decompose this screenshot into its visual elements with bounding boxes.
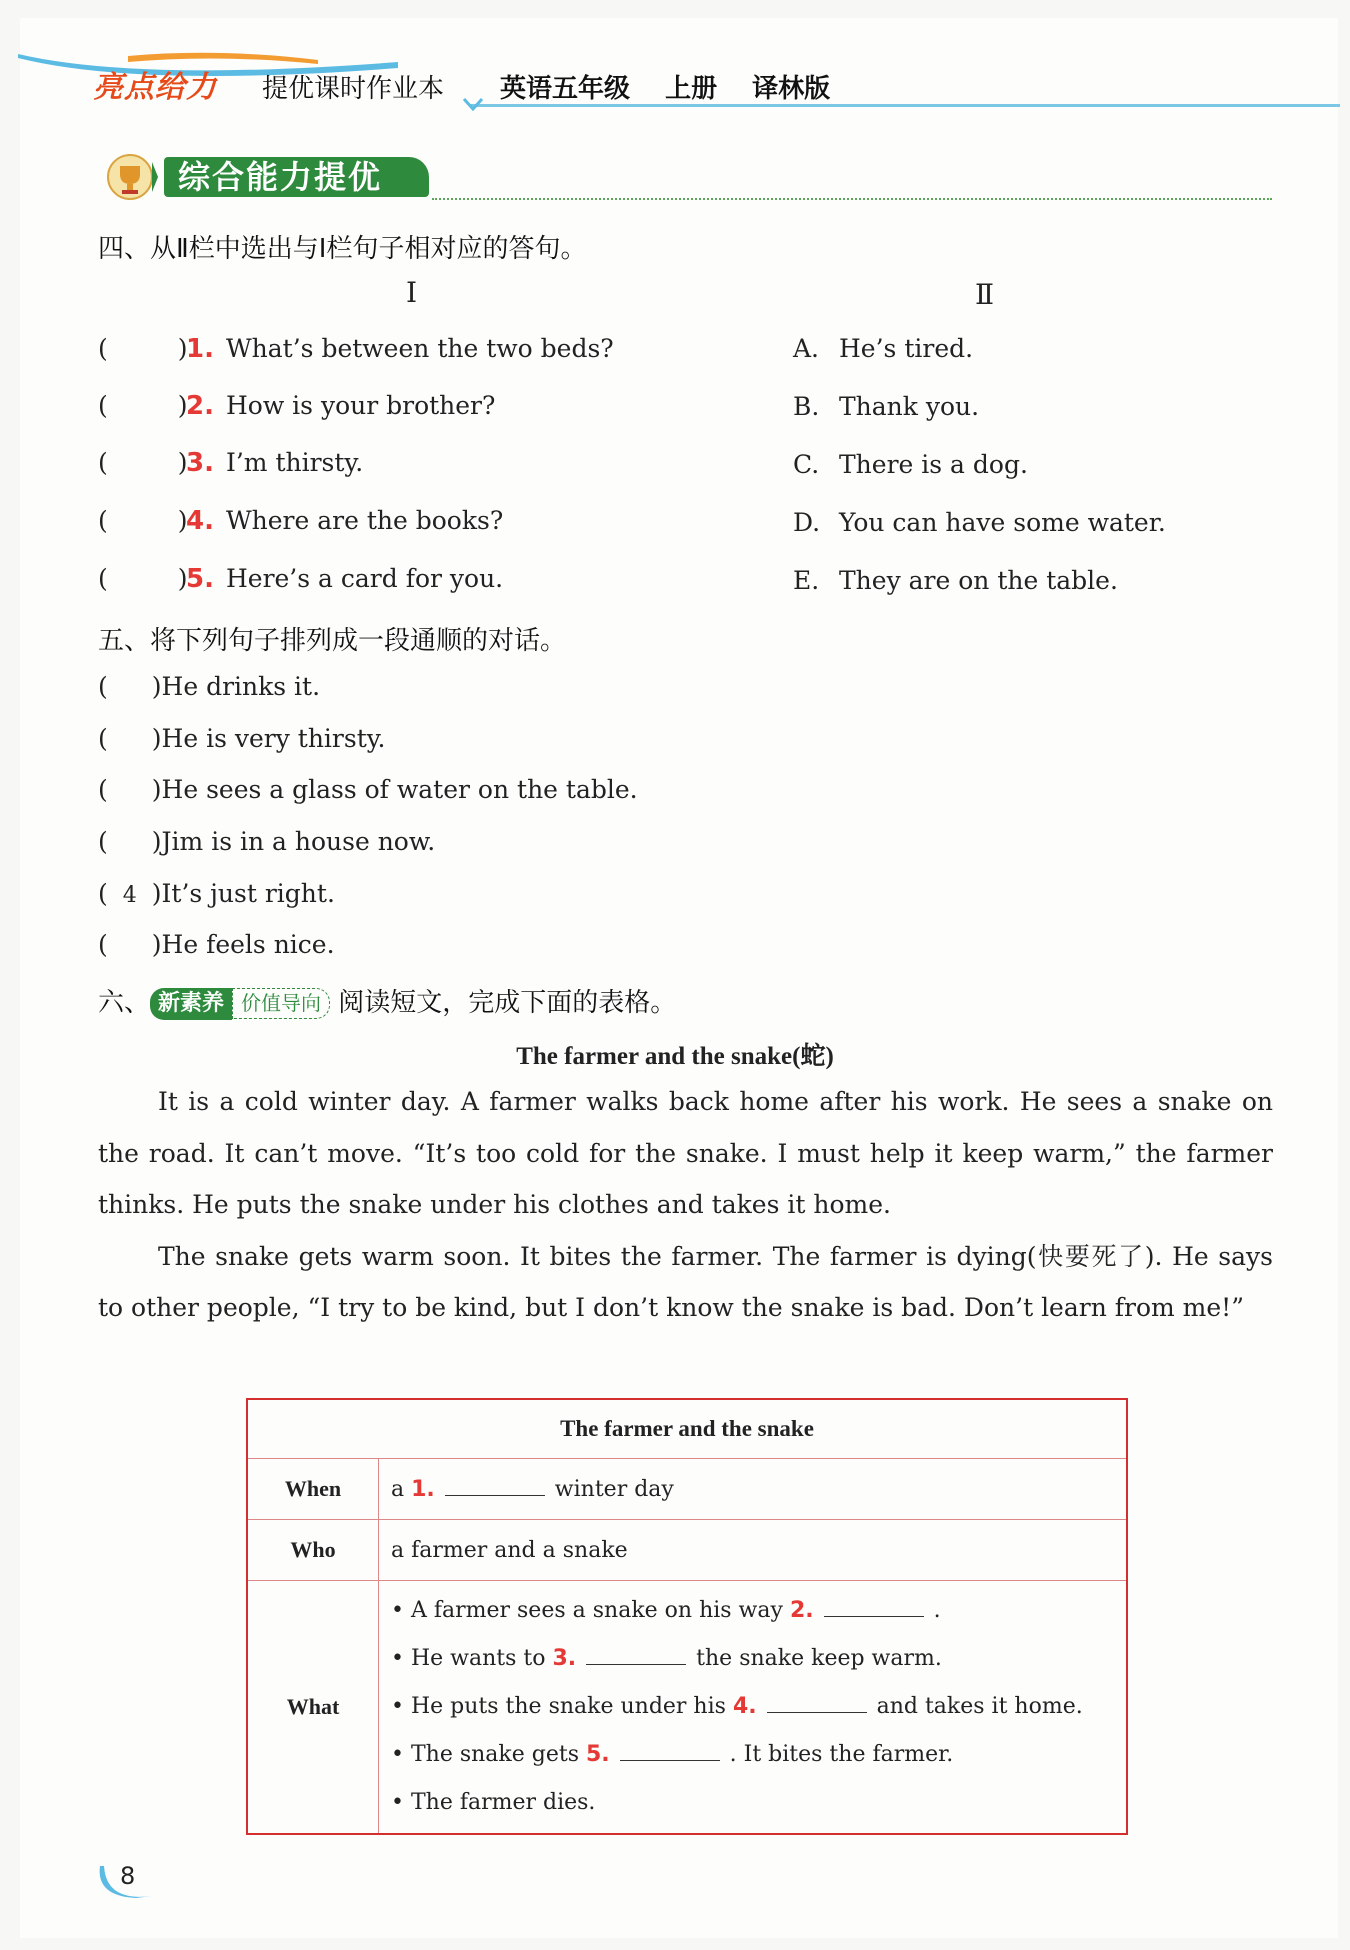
answer-blank[interactable]: ( ) [98,334,188,363]
book-edition: 译林版 [752,74,831,104]
answer-blank[interactable]: ( ) [98,930,162,959]
new-literacy-tag: 新素养 [150,988,232,1020]
brand-logo: 亮点给力 [93,70,217,105]
q5-item-row: ( )He drinks it. [98,672,321,701]
q4-question-row: ( )5. Here’s a card for you. [98,564,504,594]
q4-option-row: A. He’s tired. [793,334,974,363]
answer-blank[interactable]: ( ) [98,827,162,856]
table-who-cell: a farmer and a snake [379,1520,1128,1581]
q4-option-row: C. There is a dog. [793,450,1028,479]
section-banner [102,152,432,202]
answer-blank[interactable]: ( ) [98,672,162,701]
fill-blank-5[interactable] [620,1760,720,1761]
q5-item-row: ( )He feels nice. [98,930,335,959]
book-info [500,68,856,105]
table-title: The farmer and the snake [247,1399,1127,1459]
table-label-what: What [247,1581,379,1835]
q5-item-row: ( )He is very thirsty. [98,724,386,753]
answer-blank[interactable]: ( 4 ) [98,879,162,908]
header-divider [470,104,1340,107]
table-label-when: When [247,1459,379,1520]
passage-paragraph-2: The snake gets warm soon. It bites the farmer. The farmer is dying(快要死了). He says to other people, “I try to be kind, but I don’t know the snake is bad. Don’t learn from me!” [98,1241,1273,1322]
table-label-who: Who [247,1520,379,1581]
fill-blank-4[interactable] [767,1712,867,1713]
book-volume: 上册 [665,74,718,104]
passage-title: The farmer and the snake(蛇) [516,1043,834,1070]
banner-dotted-rule [432,198,1272,200]
q4-column-1-header: Ⅰ [406,276,418,309]
q4-column-2-header: Ⅱ [975,278,995,311]
answer-blank[interactable]: ( ) [98,506,188,535]
table-what-line: • The snake gets 5. . It bites the farmer. [391,1742,954,1767]
page-number: 8 [120,1862,136,1890]
table-what-line: • He wants to 3. the snake keep warm. [391,1646,942,1671]
q4-option-row: B. Thank you. [793,392,980,421]
q6-title-row: 六、 新素养 价值导向 阅读短文，完成下面的表格。 [98,988,677,1018]
q5-title: 五、将下列句子排列成一段通顺的对话。 [98,626,567,656]
table-what-line: • The farmer dies. [391,1790,596,1815]
q4-option-row: D. You can have some water. [793,508,1166,537]
q4-title: 四、从Ⅱ栏中选出与Ⅰ栏句子相对应的答句。 [98,234,587,264]
page-header [0,0,1350,130]
answer-blank[interactable]: ( ) [98,448,188,477]
q5-item-row: ( )Jim is in a house now. [98,827,436,856]
table-what-line: • A farmer sees a snake on his way 2. . [391,1598,941,1623]
answer-table [246,1398,1128,1835]
fill-blank-2[interactable] [824,1616,924,1617]
fill-blank-3[interactable] [586,1664,686,1665]
book-subtitle: 提优课时作业本 [262,74,445,104]
q4-option-row: E. They are on the table. [793,566,1118,595]
answer-blank[interactable]: ( ) [98,724,162,753]
answer-blank[interactable]: ( ) [98,775,162,804]
answer-blank[interactable]: ( ) [98,391,188,420]
fill-blank-1[interactable] [445,1495,545,1496]
value-guide-tag: 价值导向 [232,988,330,1019]
passage-paragraph-1: It is a cold winter day. A farmer walks back home after his work. He sees a snake on the road. It can’t move. “It’s too cold for the snake. I must help it keep warm,” the farmer thinks. He puts the snake under his clothes and takes it home. [98,1087,1273,1219]
q4-question-row: ( )2. How is your brother? [98,391,496,421]
q5-item-row: ( )He sees a glass of water on the table. [98,775,638,804]
trophy-icon [102,152,160,202]
table-what-line: • He puts the snake under his 4. and takes it home. [391,1694,1083,1719]
reading-passage [98,1076,1273,1334]
table-when-cell: a 1. winter day [379,1459,1128,1520]
q6-title: 阅读短文，完成下面的表格。 [338,988,677,1018]
q5-item-row: ( 4 )It’s just right. [98,879,335,908]
table-what-cell [379,1581,1128,1835]
book-subject: 英语五年级 [500,74,631,104]
header-chevron-icon [462,97,484,111]
q4-question-row: ( )4. Where are the books? [98,506,504,536]
answer-blank[interactable]: ( ) [98,564,188,593]
q4-question-row: ( )3. I’m thirsty. [98,448,364,478]
q4-question-row: ( )1. What’s between the two beds? [98,334,614,364]
section-banner-label: 综合能力提优 [164,157,429,197]
